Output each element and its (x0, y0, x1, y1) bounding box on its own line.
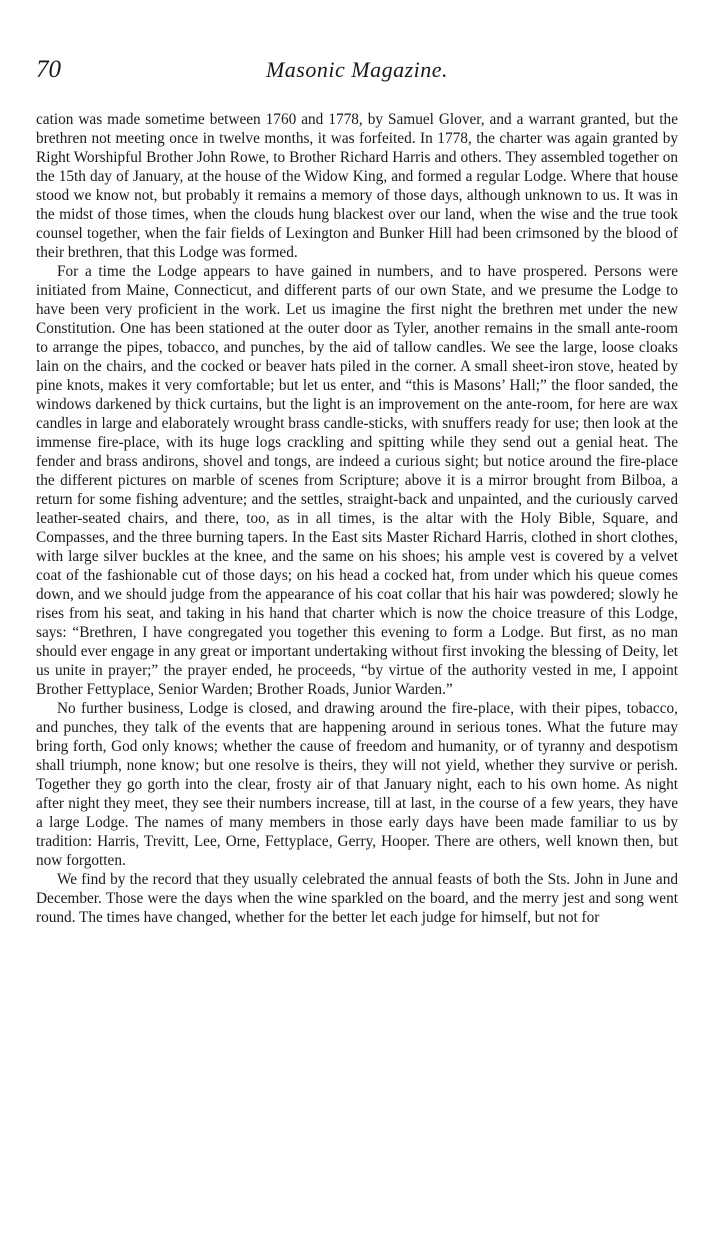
paragraph-first-meeting: For a time the Lodge appears to have gained in numbers, and to have prospered. Persons were initiated from Maine, Connecticut, and different parts of our own State, and we presume the Lodge to have been very proficient in the work. Let us imagine the first night the brethren met under the new Constitution. One has been stationed at the outer door as Tyler, another remains in the small ante-room to arrange the pipes, tobacco, and punches, by the aid of tallow candles. We see the large, loose cloaks lain on the chairs, and the cocked or beaver hats piled in the corner. A small sheet-iron stove, heated by pine knots, makes it very comfortable; but let us enter, and “this is Masons’ Hall;” the floor sanded, the windows darkened by thick curtains, but the light is an improvement on the ante-room, for here are wax candles in large and elaborately wrought brass candle-sticks, with snuffers ready for use; then look at the immense fire-place, with its huge logs crackling and spitting while they send out a genial heat. The fender and brass andirons, shovel and tongs, are indeed a curious sight; but notice around the fire-place the different pictures on marble of scenes from Scripture; above it is a mirror brought from Bilboa, a return for some fishing adventure; and the settles, straight-back and unpainted, and the curiously carved leather-seated chairs, and there, too, as in all times, is the altar with the Holy Bible, Square, and Compasses, and the three burning tapers. In the East sits Master Richard Harris, clothed in short clothes, with large silver buckles at the knee, and the same on his shoes; his ample vest is covered by a velvet coat of the fashionable cut of those days; on his head a cocked hat, from under which his queue comes down, and we should judge from the appearance of his coat collar that his hair was powdered; slowly he rises from his seat, and taking in his hand that charter which is now the choice treasure of this Lodge, says: “Brethren, I have congregated you together this evening to form a Lodge. But first, as no man should ever engage in any great or important undertaking without first invoking the blessing of Deity, let us unite in prayer;” the prayer ended, he proceeds, “by virtue of the authority vested in me, I appoint Brother Fettyplace, Senior Warden; Brother Roads, Junior Warden.” (36, 263, 678, 698)
running-title: Masonic Magazine. (265, 57, 449, 82)
paragraph-lodge-founding: cation was made sometime between 1760 and 1778, by Samuel Glover, and a warrant granted, but the brethren not meeting once in twelve months, it was forfeited. In 1778, the charter was again granted by Right Worshipful Brother John Rowe, to Brother Richard Harris and others. They assembled together on the 15th day of January, at the house of the Widow King, and formed a regular Lodge. Where that house stood we know not, but probably it remains a memory of those days, although unknown to us. It was in the midst of those times, when the clouds hung blackest over our land, when the wise and the true took counsel together, when the fair fields of Lexington and Bunker Hill had been crimsoned by the blood of their brethren, that this Lodge was formed. (36, 111, 678, 261)
magazine-page (36, 50, 678, 1250)
page-number: 70 (36, 56, 61, 83)
page-header (36, 50, 678, 90)
paragraph-after-meeting: No further business, Lodge is closed, and drawing around the fire-place, with their pipes, tobacco, and punches, they talk of the events that are happening around in serious tones. What the future may bring forth, God only knows; whether the cause of freedom and humanity, or of tyranny and despotism shall triumph, none know; but one resolve is theirs, they will not yield, whether they survive or perish. Together they go gorth into the clear, frosty air of that January night, each to his own home. As night after night they meet, they see their numbers increase, till at last, in the course of a few years, they have a large Lodge. The names of many members in those early days have been made familiar to us by tradition: Harris, Trevitt, Lee, Orne, Fettyplace, Gerry, Hooper. There are others, well known then, but now forgotten. (36, 700, 678, 869)
article-body (36, 110, 678, 927)
paragraph-annual-feasts: We find by the record that they usually celebrated the annual feasts of both the Sts. John in June and December. Those were the days when the wine sparkled on the board, and the merry jest and song went round. The times have changed, whether for the better let each judge for himself, but not for (36, 871, 678, 926)
